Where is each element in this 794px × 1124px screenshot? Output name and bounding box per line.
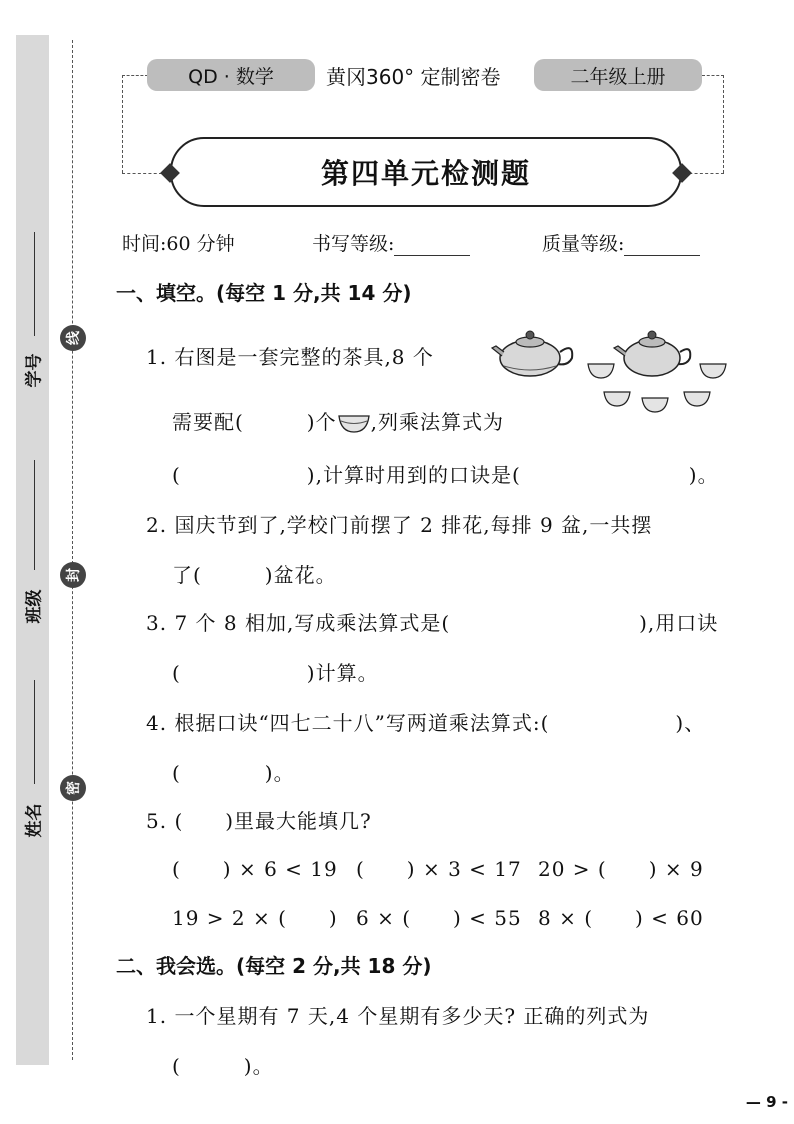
s2-q1-line1: 1. 一个星期有 7 天,4 个星期有多少天? 正确的列式为 <box>146 1004 650 1028</box>
quality-grade-label: 质量等级: <box>542 233 625 255</box>
tea-set-icon <box>584 322 744 418</box>
header-vdash-left <box>122 75 123 173</box>
teapot-icon <box>490 322 576 380</box>
q5-line1: 5. ( )里最大能填几? <box>146 809 372 833</box>
teacup-icon <box>337 413 371 435</box>
seal-mi: 密 <box>60 775 86 801</box>
header-dash-left-bottom <box>122 173 162 174</box>
q2-line1: 2. 国庆节到了,学校门前摆了 2 排花,每排 9 盆,一共摆 <box>146 513 653 537</box>
q3-line1: 3. 7 个 8 相加,写成乘法算式是( ),用口诀 <box>146 611 719 635</box>
name-label: 姓名 <box>24 803 45 838</box>
section-1-heading: 一、填空。(每空 1 分,共 14 分) <box>116 281 412 305</box>
writing-grade <box>312 229 470 256</box>
class-label: 班级 <box>24 589 45 624</box>
subject-badge: QD · 数学 <box>147 59 315 91</box>
title-frame <box>170 137 682 207</box>
student-id-label: 学号 <box>24 353 45 388</box>
q1-line2-text-b: ,列乘法算式为 <box>370 410 504 434</box>
quality-grade <box>542 229 700 256</box>
header-vdash-right <box>723 75 724 173</box>
series-name: 黄冈360° 定制密卷 <box>326 64 501 89</box>
ineq-1-3: 20 > ( ) × 9 <box>538 857 704 881</box>
page-title: 第四单元检测题 <box>320 157 531 190</box>
q1-line2-text-a: 需要配( )个 <box>172 410 337 434</box>
ineq-1-1: ( ) × 6 < 19 <box>172 857 338 881</box>
q4-line2: ( )。 <box>172 761 295 785</box>
q1-line3: ( ),计算时用到的口诀是( )。 <box>172 463 719 487</box>
writing-grade-field[interactable] <box>394 235 470 256</box>
ineq-2-2: 6 × ( ) < 55 <box>356 906 522 930</box>
q1-line1: 1. 右图是一套完整的茶具,8 个 <box>146 345 434 369</box>
exam-time: 时间:60 分钟 <box>122 233 235 255</box>
writing-grade-label: 书写等级: <box>312 233 395 255</box>
s2-q1-line2: ( )。 <box>172 1054 274 1078</box>
class-line <box>34 460 35 570</box>
quality-grade-field[interactable] <box>624 235 700 256</box>
header-dash-left <box>122 75 148 76</box>
ineq-1-2: ( ) × 3 < 17 <box>356 857 522 881</box>
q1-line2 <box>172 406 504 435</box>
section-2-heading: 二、我会选。(每空 2 分,共 18 分) <box>116 954 432 978</box>
q4-line1: 4. 根据口诀“四七二十八”写两道乘法算式:( )、 <box>146 711 706 735</box>
ineq-2-3: 8 × ( ) < 60 <box>538 906 704 930</box>
header-dash-right <box>702 75 724 76</box>
student-id-line <box>34 232 35 336</box>
q3-line2: ( )计算。 <box>172 661 379 685</box>
binding-strip <box>16 35 49 1065</box>
seal-feng: 封 <box>60 562 86 588</box>
cut-line <box>72 40 73 1060</box>
name-line <box>34 680 35 784</box>
ineq-2-1: 19 > 2 × ( ) <box>172 906 338 930</box>
grade-badge: 二年级上册 <box>534 59 702 91</box>
page-number: — 9 - <box>745 1093 788 1111</box>
seal-xian: 线 <box>60 325 86 351</box>
q2-line2: 了( )盆花。 <box>172 563 337 587</box>
